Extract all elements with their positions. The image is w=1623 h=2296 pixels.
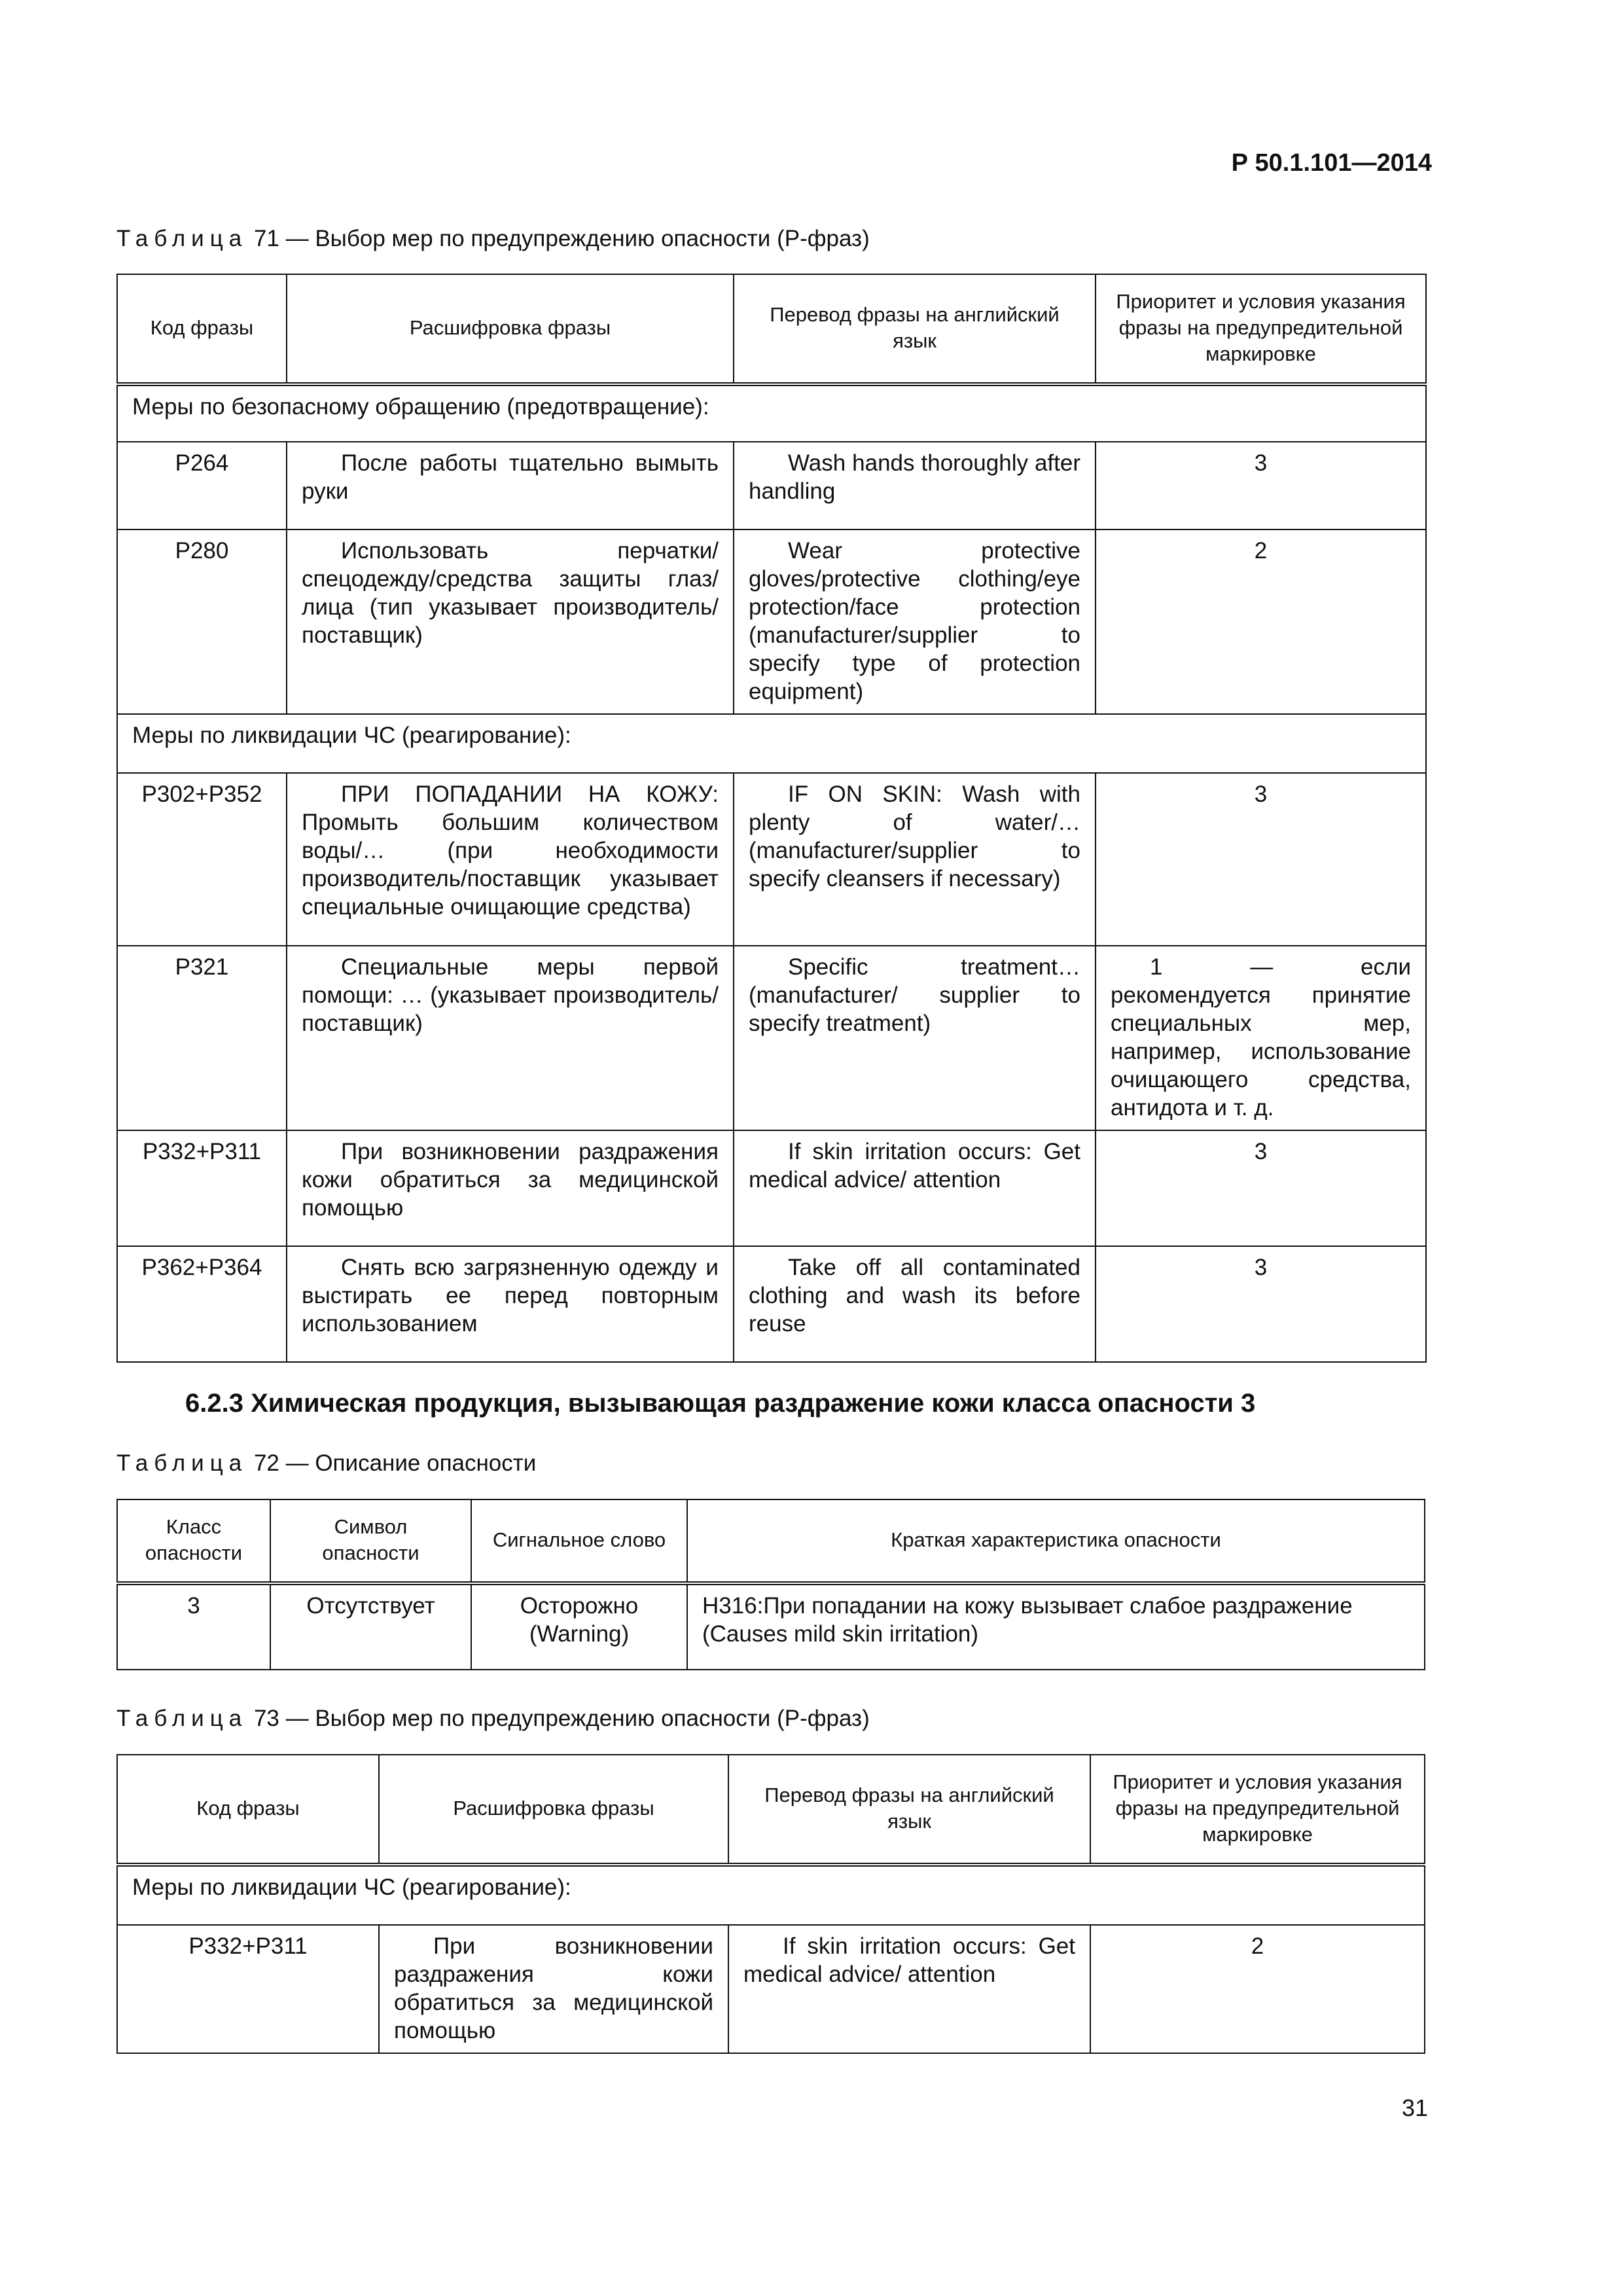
table-row (117, 1925, 1425, 2053)
header-code: Код фразы (117, 1755, 379, 1865)
table-header-row (117, 1499, 1425, 1583)
row-ru: После работы тщательно вымыть руки (287, 442, 734, 529)
row-ru: При возникновении раздражения кожи обратиться за медицинской помощью (379, 1925, 728, 2053)
row-priority: 3 (1096, 1130, 1426, 1246)
row-priority: 2 (1090, 1925, 1425, 2053)
row-code: P264 (117, 442, 287, 529)
table-71 (116, 274, 1427, 1363)
row-priority: 3 (1096, 1246, 1426, 1362)
row-en: IF ON SKIN: Wash with plenty of water/… (manufacturer/supplier to specify cleansers if necessary) (734, 773, 1096, 946)
group-row-response: Меры по ликвидации ЧС (реагирование): (117, 1865, 1425, 1925)
row-symbol: Отсутствует (270, 1583, 471, 1670)
row-code: P321 (117, 946, 287, 1130)
table-row (117, 442, 1426, 529)
row-en: If skin irritation occurs: Get medical advice/ attention (734, 1130, 1096, 1246)
table-72-caption: Таблица 72 — Описание опасности (116, 1450, 537, 1476)
row-ru: ПРИ ПОПАДАНИИ НА КОЖУ: Промыть большим количеством воды/… (при необходимости производитель/поставщик указывает специальные очищающие средства) (287, 773, 734, 946)
row-ru: Специальные меры первой помощи: … (указывает производитель/поставщик) (287, 946, 734, 1130)
table-71-caption: Таблица 71 — Выбор мер по предупреждению опасности (Р-фраз) (116, 226, 870, 251)
table-row (117, 1246, 1426, 1362)
row-ru: Использовать перчатки/спецодежду/средства защиты глаз/лица (тип указывает производитель/поставщик) (287, 529, 734, 714)
row-signal: Осторожно (Warning) (471, 1583, 687, 1670)
table-row (117, 773, 1426, 946)
table-72 (116, 1499, 1425, 1670)
row-ru: Снять всю загрязненную одежду и выстирать ее перед повторным использованием (287, 1246, 734, 1362)
table-row (117, 946, 1426, 1130)
header-priority: Приоритет и условия указания фразы на предупредительной маркировке (1096, 274, 1426, 384)
header-signal: Сигнальное слово (471, 1499, 687, 1583)
row-priority: 2 (1096, 529, 1426, 714)
table-73 (116, 1754, 1425, 2054)
table-row (117, 1130, 1426, 1246)
header-code: Код фразы (117, 274, 287, 384)
table-row (117, 529, 1426, 714)
header-description: Краткая характеристика опасности (687, 1499, 1425, 1583)
header-en: Перевод фразы на английский язык (728, 1755, 1090, 1865)
header-class: Класс опасности (117, 1499, 270, 1583)
section-heading: 6.2.3 Химическая продукция, вызывающая раздражение кожи класса опасности 3 (185, 1389, 1256, 1418)
header-en: Перевод фразы на английский язык (734, 274, 1096, 384)
row-code: P332+P311 (117, 1130, 287, 1246)
row-code: P362+P364 (117, 1246, 287, 1362)
row-en: Take off all contaminated clothing and wash its before reuse (734, 1246, 1096, 1362)
row-ru: При возникновении раздражения кожи обратиться за медицинской помощью (287, 1130, 734, 1246)
page-number: 31 (1401, 2094, 1428, 2121)
group-row-response: Меры по ликвидации ЧС (реагирование): (117, 714, 1426, 773)
header-priority: Приоритет и условия указания фразы на предупредительной маркировке (1090, 1755, 1425, 1865)
header-symbol: Символ опасности (270, 1499, 471, 1583)
row-description: H316:При попадании на кожу вызывает слабое раздражение (Causes mild skin irritation) (687, 1583, 1425, 1670)
row-en: Wash hands thoroughly after handling (734, 442, 1096, 529)
row-code: P302+P352 (117, 773, 287, 946)
row-priority: 3 (1096, 442, 1426, 529)
row-en: Specific treatment… (manufacturer/ supplier to specify treatment) (734, 946, 1096, 1130)
header-ru: Расшифровка фразы (287, 274, 734, 384)
group-row-prevention: Меры по безопасному обращению (предотвращение): (117, 384, 1426, 442)
standard-number: Р 50.1.101—2014 (1231, 149, 1432, 177)
row-code: P280 (117, 529, 287, 714)
table-73-caption: Таблица 73 — Выбор мер по предупреждению опасности (Р-фраз) (116, 1706, 870, 1731)
table-header-row (117, 274, 1426, 384)
table-header-row (117, 1755, 1425, 1865)
row-code: P332+P311 (117, 1925, 379, 2053)
row-priority: 1 — если рекомендуется принятие специальных мер, например, использование очищающего средства, антидота и т. д. (1096, 946, 1426, 1130)
table-row (117, 1583, 1425, 1670)
header-ru: Расшифровка фразы (379, 1755, 728, 1865)
row-class: 3 (117, 1583, 270, 1670)
row-en: Wear protective gloves/protective clothing/eye protection/face protection (manufacturer/supplier to specify type of protection equipment) (734, 529, 1096, 714)
row-en: If skin irritation occurs: Get medical advice/ attention (728, 1925, 1090, 2053)
row-priority: 3 (1096, 773, 1426, 946)
